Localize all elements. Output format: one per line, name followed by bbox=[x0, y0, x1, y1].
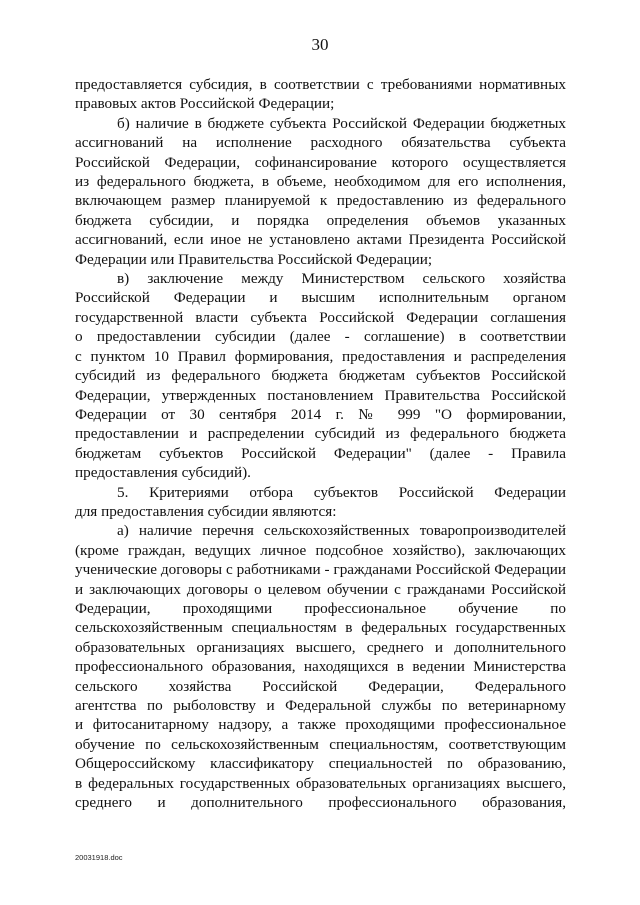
paragraph-p3 bbox=[75, 269, 566, 482]
document-file-code: 20031918.doc bbox=[75, 853, 123, 862]
text-line: предоставлении и распределении субсидий из федерального бюджета bbox=[75, 425, 566, 443]
text-line: б) наличие в бюджете субъекта Российской Федерации бюджетных bbox=[117, 114, 566, 132]
text-line: из федерального бюджета, в объеме, необходимом для его исполнения, bbox=[75, 173, 566, 191]
document-body bbox=[75, 75, 566, 812]
text-line: предоставляется субсидия, в соответствии с требованиями нормативных bbox=[75, 76, 566, 93]
text-line: профессионального образования, находящихся в ведении Министерства bbox=[75, 658, 566, 676]
text-line: Федерации, проходящими профессиональное обучение по bbox=[75, 599, 566, 617]
text-line: бюджета субсидии, и порядка определения объемов указанных bbox=[75, 211, 566, 229]
text-line: Федерации или Правительства Российской Федерации; bbox=[75, 250, 433, 268]
text-line: с пунктом 10 Правил формирования, предоставления и распределения bbox=[75, 347, 566, 365]
text-line: Федерации от 30 сентября 2014 г. № 999 "О формировании, bbox=[75, 405, 566, 423]
text-line: ассигнований, если иное не установлено актами Президента Российской bbox=[75, 231, 566, 249]
text-line: предоставления субсидий). bbox=[75, 464, 251, 482]
text-line: в) заключение между Министерством сельского хозяйства bbox=[117, 270, 566, 288]
text-line: и заключающих договоры о целевом обучении с гражданами Российской bbox=[75, 580, 566, 598]
text-line: агентства по рыболовству и Федеральной службы по ветеринарному bbox=[75, 697, 566, 714]
paragraph-p2 bbox=[75, 114, 566, 269]
text-line: образовательных организациях высшего, среднего и дополнительного bbox=[75, 638, 566, 656]
text-line: ученические договоры с работниками - гражданами Российской Федерации bbox=[75, 561, 566, 579]
text-line: сельского хозяйства Российской Федерации, Федерального bbox=[75, 677, 566, 695]
text-line: правовых актов Российской Федерации; bbox=[75, 95, 335, 113]
text-line: Российской Федерации и высшим исполнительным органом bbox=[75, 289, 566, 307]
text-line: Федерации, утвержденных постановлением Правительства Российской bbox=[75, 386, 566, 404]
text-line: о предоставлении субсидии (далее - соглашение) в соответствии bbox=[75, 328, 566, 346]
text-line: ассигнований на исполнение расходного обязательства субъекта bbox=[75, 134, 566, 152]
text-line: включающем размер планируемой к предоставлению из федерального bbox=[75, 192, 566, 210]
paragraph-p1 bbox=[75, 75, 566, 114]
text-line: а) наличие перечня сельскохозяйственных товаропроизводителей bbox=[117, 522, 566, 540]
text-line: среднего и дополнительного профессионального образования, bbox=[75, 794, 566, 812]
paragraph-p4 bbox=[75, 483, 566, 522]
text-line: государственной власти субъекта Российской Федерации соглашения bbox=[75, 308, 566, 326]
text-line: в федеральных государственных образовательных организациях высшего, bbox=[75, 774, 566, 792]
text-line: для предоставления субсидии являются: bbox=[75, 502, 337, 520]
text-line: обучение по сельскохозяйственным специальностям, соответствующим bbox=[75, 735, 566, 753]
text-line: Российской Федерации, софинансирование которого осуществляется bbox=[75, 153, 566, 171]
text-line: Общероссийскому классификатору специальностей по образованию, bbox=[75, 755, 566, 773]
text-line: 5. Критериями отбора субъектов Российской Федерации bbox=[117, 483, 566, 501]
text-line: субсидий из федерального бюджета бюджетам субъектов Российской bbox=[75, 367, 566, 385]
text-line: сельскохозяйственным специальностям в федеральных государственных bbox=[75, 619, 566, 637]
text-line: бюджетам субъектов Российской Федерации" (далее - Правила bbox=[75, 444, 566, 462]
text-line: (кроме граждан, ведущих личное подсобное хозяйство), заключающих bbox=[75, 541, 566, 559]
paragraph-p5 bbox=[75, 521, 566, 812]
text-line: и фитосанитарному надзору, а также проходящими профессиональное bbox=[75, 716, 566, 734]
page-number: 30 bbox=[311, 35, 329, 54]
